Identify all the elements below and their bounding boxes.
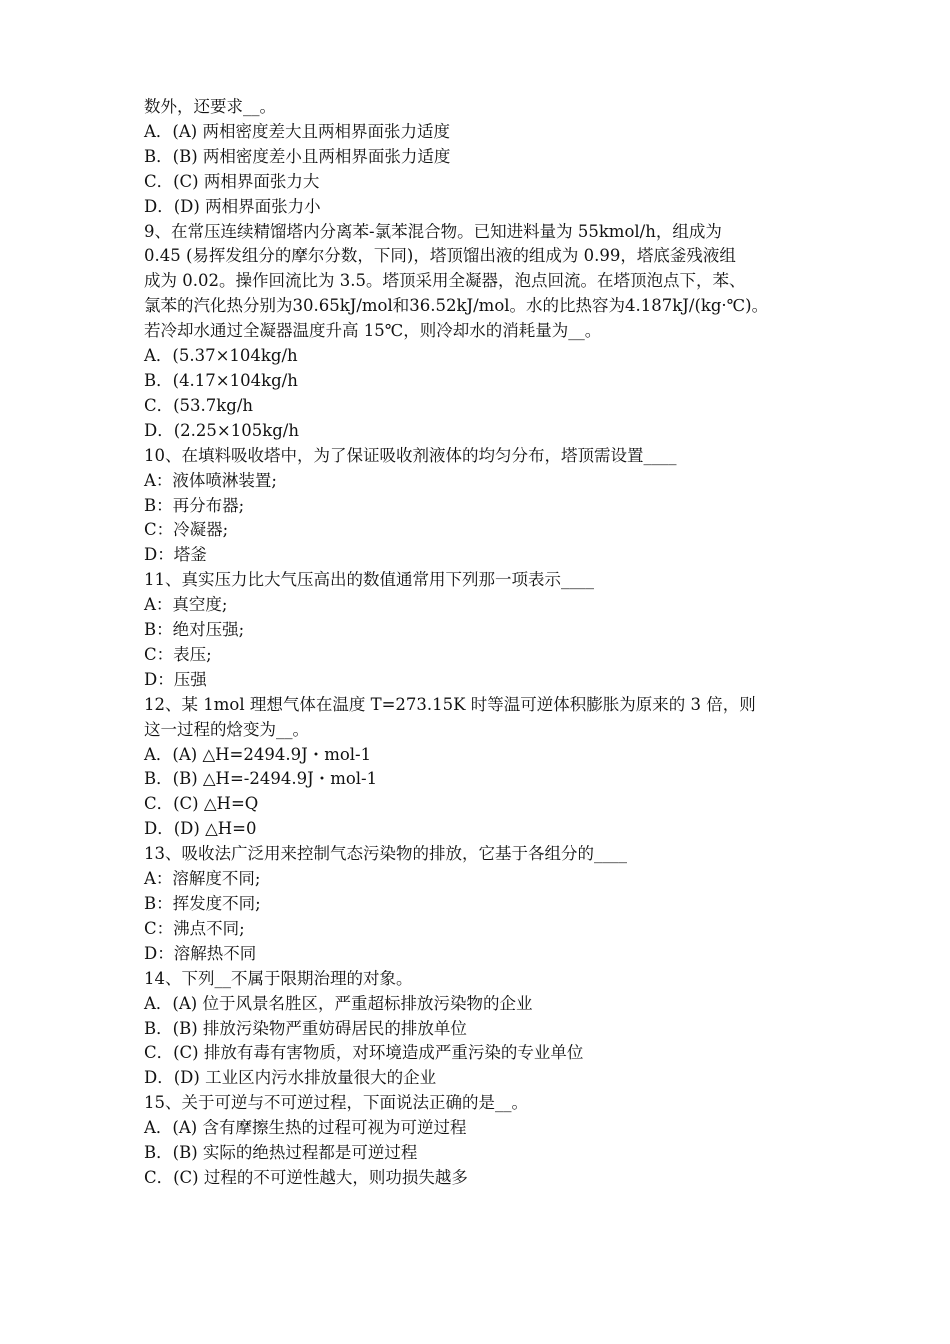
question-14-option-b: B．(B) 排放污染物严重妨碍居民的排放单位: [144, 1018, 467, 1038]
question-12-stem: [144, 693, 814, 743]
question-13-option-b: B：挥发度不同;: [144, 894, 261, 913]
question-14-option-d: D．(D) 工业区内污水排放量很大的企业: [144, 1068, 437, 1088]
question-8-option-d: D．(D) 两相界面张力小: [144, 196, 321, 216]
question-12-stem-line: 这一过程的焓变为__。: [144, 719, 309, 739]
question-10-option-d: D：塔釜: [144, 545, 207, 565]
question-14-option-c: C．(C) 排放有毒有害物质，对环境造成严重污染的专业单位: [144, 1043, 584, 1063]
question-12-option-a: A．(A) △H=2494.9J・mol-1: [144, 744, 372, 764]
question-9-stem-line: 0.45 (易挥发组分的摩尔分数，下同)，塔顶馏出液的组成为 0.99，塔底釜残液组: [144, 246, 736, 266]
question-11-option-a: A：真空度;: [144, 595, 228, 615]
question-13-option-a: A：溶解度不同;: [144, 869, 261, 889]
question-11-stem: 11、真实压力比大气压高出的数值通常用下列那一项表示____: [144, 570, 594, 590]
question-10-option-a: A：液体喷淋装置;: [144, 470, 277, 490]
question-11-option-c: C：表压;: [144, 644, 212, 664]
question-9-stem-line: 成为 0.02。操作回流比为 3.5。塔顶采用全凝器，泡点回流。在塔顶泡点下，苯、: [144, 271, 746, 291]
question-15: [144, 1091, 814, 1191]
question-11: [144, 568, 814, 693]
question-15-option-a: A．(A) 含有摩擦生热的过程可视为可逆过程: [144, 1118, 467, 1138]
question-12-stem-line: 12、某 1mol 理想气体在温度 T=273.15K 时等温可逆体积膨胀为原来的 3 倍，则: [144, 694, 756, 714]
question-12: [144, 693, 814, 842]
question-8-option-b: B．(B) 两相密度差小且两相界面张力适度: [144, 146, 451, 166]
question-11-option-b: B：绝对压强;: [144, 620, 245, 640]
question-13-option-c: C：沸点不同;: [144, 918, 245, 938]
question-10-stem: 10、在填料吸收塔中，为了保证吸收剂液体的均匀分布，塔顶需设置____: [144, 445, 677, 465]
question-10: [144, 444, 814, 569]
question-9-stem: [144, 220, 814, 345]
question-9-option-d: D．(2.25×105kg/h: [144, 420, 299, 440]
question-8-option-a: A．(A) 两相密度差大且两相界面张力适度: [144, 121, 450, 141]
question-12-option-d: D．(D) △H=0: [144, 819, 257, 839]
question-10-option-c: C：冷凝器;: [144, 520, 229, 540]
question-13-stem: 13、吸收法广泛用来控制气态污染物的排放，它基于各组分的____: [144, 844, 627, 864]
question-14-stem: 14、下列__不属于限期治理的对象。: [144, 968, 413, 988]
question-14: [144, 967, 814, 1092]
question-9-stem-line: 氯苯的汽化热分别为30.65kJ/mol和36.52kJ/mol。水的比热容为4.187kJ/(kg·℃)。: [144, 296, 769, 316]
question-13-option-d: D：溶解热不同: [144, 943, 257, 963]
question-8-option-c: C．(C) 两相界面张力大: [144, 171, 320, 191]
question-15-option-b: B．(B) 实际的绝热过程都是可逆过程: [144, 1143, 418, 1163]
question-13: [144, 842, 814, 967]
question-9-option-b: B．(4.17×104kg/h: [144, 370, 298, 390]
question-14-option-a: A．(A) 位于风景名胜区，严重超标排放污染物的企业: [144, 993, 533, 1013]
question-9-option-c: C．(53.7kg/h: [144, 395, 254, 415]
question-9-stem-line: 若冷却水通过全凝器温度升高 15℃，则冷却水的消耗量为__。: [144, 321, 602, 341]
question-8-stem-tail: 数外，还要求__。: [144, 97, 276, 116]
question-10-option-b: B：再分布器;: [144, 495, 245, 515]
question-8-continuation: [144, 95, 814, 220]
question-12-option-b: B．(B) △H=-2494.9J・mol-1: [144, 769, 378, 789]
question-15-stem: 15、关于可逆与不可逆过程，下面说法正确的是__。: [144, 1093, 528, 1113]
question-9-stem-line: 9、在常压连续精馏塔内分离苯-氯苯混合物。已知进料量为 55kmol/h，组成为: [144, 221, 722, 241]
question-11-option-d: D：压强: [144, 669, 207, 689]
document-page: [144, 95, 814, 1191]
question-9: [144, 220, 814, 444]
question-12-option-c: C．(C) △H=Q: [144, 794, 259, 814]
question-15-option-c: C．(C) 过程的不可逆性越大，则功损失越多: [144, 1167, 468, 1187]
question-9-option-a: A．(5.37×104kg/h: [144, 346, 298, 366]
